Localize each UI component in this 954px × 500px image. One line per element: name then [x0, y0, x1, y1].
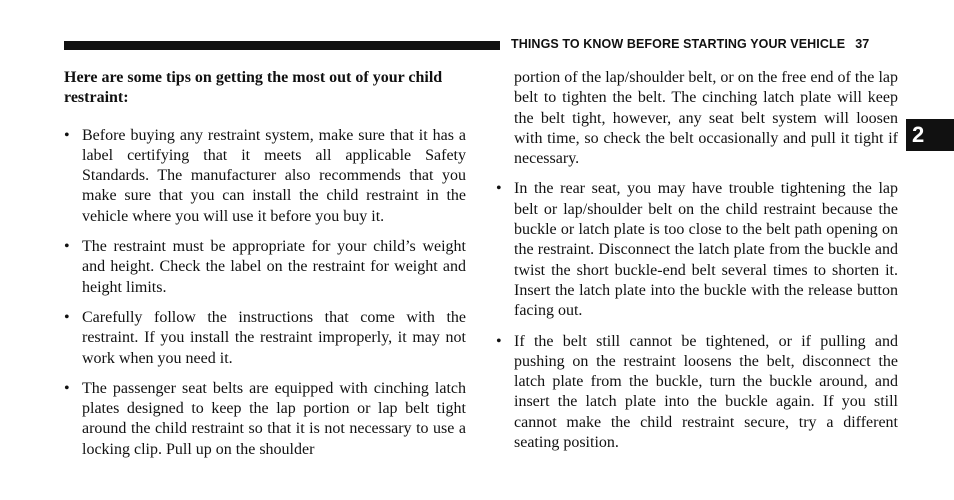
- bullet-icon: •: [64, 308, 70, 326]
- bullet-icon: •: [64, 379, 70, 397]
- list-item: • The passenger seat belts are equipped with cinching latch plates designed to keep the lap portion or lap belt tight around the child restraint so that it is not necessary to use a locking clip. Pull up on the shoulder: [64, 379, 466, 458]
- bullet-icon: •: [64, 126, 70, 144]
- list-item: • In the rear seat, you may have trouble tightening the lap belt or lap/shoulder belt on the child restraint because the buckle or latch plate is too close to the belt path opening on the restraint. Disconnect the latch plate from the buckle and twist the short buckle-end belt several times to shorten it. Insert the latch plate into the buckle with the release button facing out.: [496, 180, 898, 320]
- section-title: THINGS TO KNOW BEFORE STARTING YOUR VEHICLE: [511, 37, 846, 51]
- list-item: • Carefully follow the instructions that come with the restraint. If you install the restraint improperly, it may not work when you need it.: [64, 308, 466, 367]
- left-column: [64, 68, 466, 470]
- list-item: • If the belt still cannot be tightened, or if pulling and pushing on the restraint loosens the belt, disconnect the latch plate from the buckle, turn the buckle around, and insert the latch plate into the buckle again. If you still cannot make the child restraint secure, try a different seating position.: [496, 332, 898, 452]
- tips-list-left: [64, 126, 466, 460]
- tips-list-right: [496, 179, 898, 453]
- list-item: • The restraint must be appropriate for your child’s weight and height. Check the label on the restraint for weight and height limits.: [64, 238, 466, 296]
- chapter-tab: 2: [906, 119, 954, 151]
- bullet-icon: •: [496, 180, 502, 198]
- bullet-icon: •: [496, 332, 502, 350]
- page-number: 37: [855, 37, 870, 51]
- running-header: [511, 37, 869, 51]
- continued-paragraph: portion of the lap/shoulder belt, or on the free end of the lap belt to tighten the belt. The cinching latch plate will keep the belt tight, however, any seat belt system will loosen with time, so check the belt occasionally and pull it tight if necessary.: [514, 69, 898, 168]
- header-rule: [64, 41, 500, 50]
- intro-heading: Here are some tips on getting the most out of your child restraint:: [64, 69, 443, 107]
- list-item: • Before buying any restraint system, make sure that it has a label certifying that it meets all applicable Safety Standards. The manufacturer also recommends that you make sure that you can install the child restraint in the vehicle where you will use it before you buy it.: [64, 126, 466, 225]
- bullet-icon: •: [64, 238, 70, 256]
- right-column: [496, 68, 898, 463]
